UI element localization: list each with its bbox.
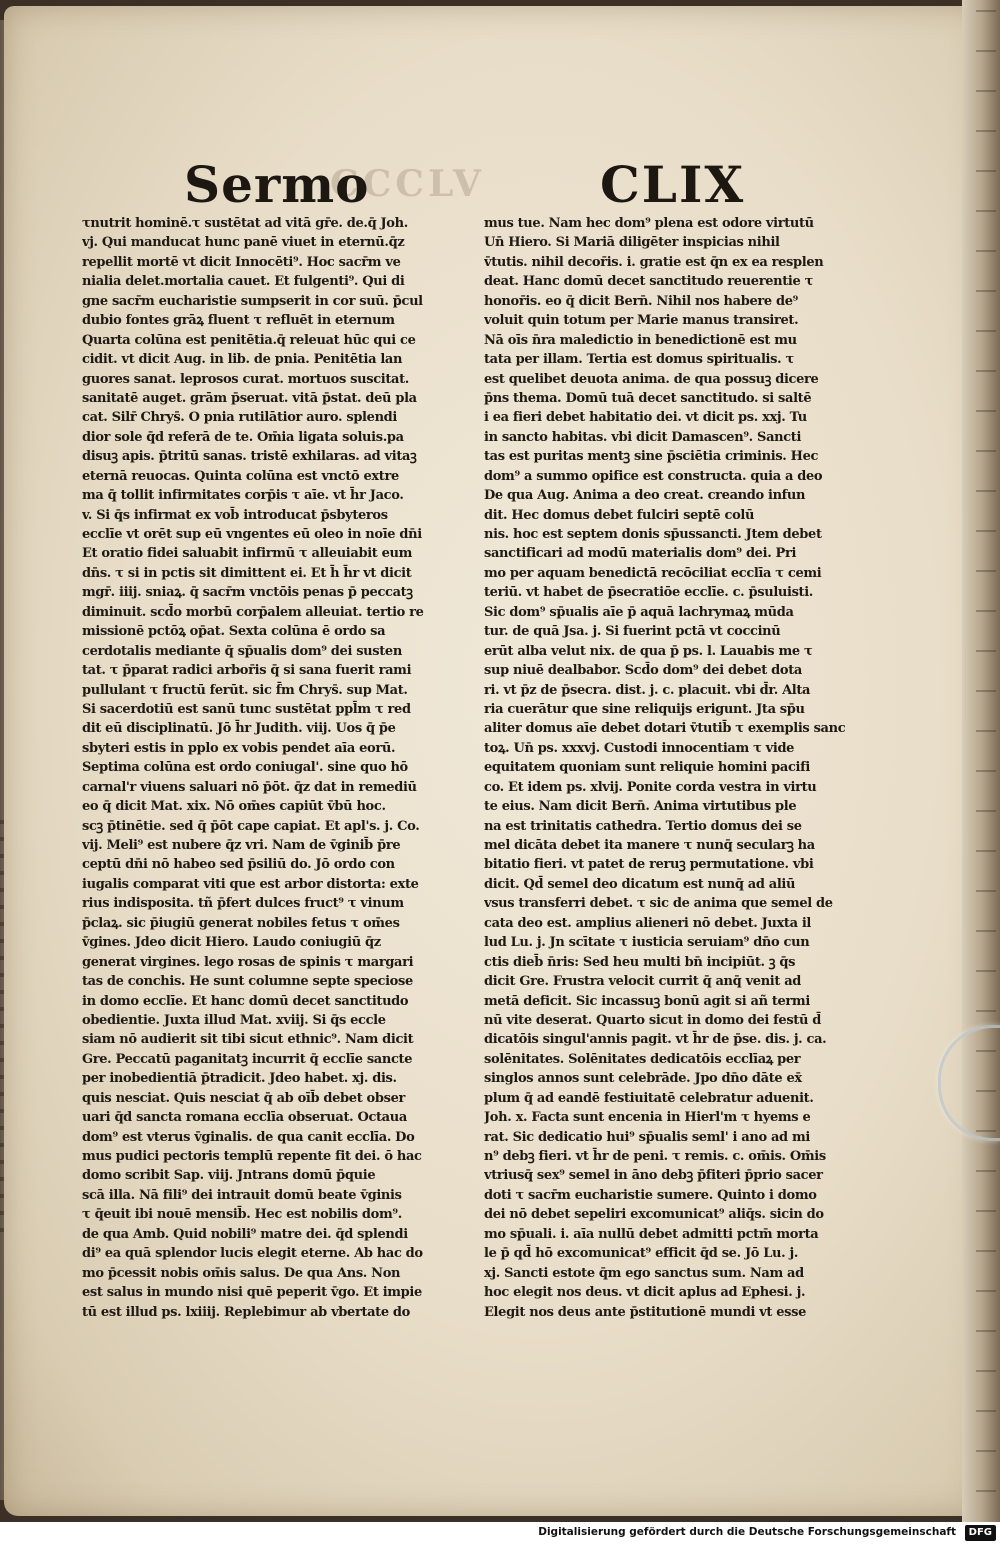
text-line: missionē pctōꝝ op̄at. Sexta colūna ē ordo sa xyxy=(82,624,386,640)
text-line: Si sacerdotiū est sanū tunc sustētat ppl̄m τ red xyxy=(82,701,411,717)
page-edge-marks xyxy=(976,10,996,1510)
text-line: Et oratio fidei saluabit infirmū τ alleuiabit eum xyxy=(82,546,413,562)
text-line: di⁹ ea quā splendor lucis elegit eterne. Ab hac do xyxy=(82,1246,423,1262)
text-line: sup niuē dealbabor. Scd̄o dom⁹ dei debet dota xyxy=(484,663,802,679)
text-line: mel dicāta debet ita manere τ nunq̄ secularꝫ ha xyxy=(484,838,815,853)
text-line: guores sanat. leprosos curat. mortuos suscitat. xyxy=(82,371,409,387)
text-line: dit. Hec domus debet fulciri septē colū xyxy=(484,507,755,523)
text-line: est salus in mundo nisi quē peperit v̄go. Et impie xyxy=(82,1285,422,1301)
text-line: dior sole q̄d referā de te. Om̄ia ligata soluis.pa xyxy=(82,429,404,445)
text-line: toꝝ. Un̄ ps. xxxvj. Custodi innocentiam τ vide xyxy=(484,740,795,756)
text-line: tur. de quā Jsa. j. Si fuerint pctā vt coccinū xyxy=(484,624,781,640)
text-line: repellit mortē vt dicit Innocēti⁹. Hoc sacr̄m ve xyxy=(82,254,401,270)
text-line: disuꝫ apis. p̄tritū sanas. tristē exhilaras. ad vitaꝫ xyxy=(82,449,417,465)
text-line: rat. Sic dedicatio hui⁹ sp̄ualis seml' i ano ad mi xyxy=(484,1129,810,1145)
text-line: plum q̄ ad eandē festiuitatē celebratur aduenit. xyxy=(484,1090,814,1106)
text-line: erūt alba velut nix. de qua p̄ ps. l. Lauabis me τ xyxy=(484,643,813,659)
text-line: ceptū dn̄i nō habeo sed p̄siliū do. Jō ordo con xyxy=(82,857,395,873)
text-line: tas de conchis. He sunt columne septe speciose xyxy=(82,974,413,990)
text-line: sbyteri estis in pplo ex vobis pendet aīa eorū. xyxy=(82,740,396,756)
dfg-logo: DFG xyxy=(965,1525,996,1541)
text-line: est quelibet deuota anima. de qua possuꝫ dicere xyxy=(484,371,819,387)
text-line: p̄ns thema. Domū tuā decet sanctitudo. si saltē xyxy=(484,390,812,406)
text-line: na est trinitatis cathedra. Tertio domus dei se xyxy=(484,818,802,834)
text-line: quis nesciat. Quis nesciat q̄ ab oīb̄ debet obser xyxy=(82,1090,405,1106)
running-title: Sermo xyxy=(184,155,370,214)
footer-bar xyxy=(0,1522,1000,1546)
text-line: sanctificari ad modū materialis dom⁹ dei. Pri xyxy=(484,546,797,562)
text-line: dom⁹ est vterus v̄ginalis. de qua canit ecclīa. Do xyxy=(82,1129,415,1145)
text-line: sanitatē auget. grām p̄seruat. vitā p̄stat. deū pla xyxy=(82,390,417,406)
text-line: co. Et idem ps. xlvij. Ponite corda vestra in virtu xyxy=(484,779,817,795)
bleed-through-text: CCCLV xyxy=(330,163,485,203)
text-line: cidit. vt dicit Aug. in lib. de pnia. Penitētia lan xyxy=(82,352,403,368)
page-edge-right xyxy=(962,0,1000,1522)
text-line: scꝫ p̄tinētie. sed q̄ p̄ōt cape capiat. Et apl's. j. Co. xyxy=(82,818,420,834)
text-line: cat. Silr̄ Chrys̄. O pnia rutilātior auro. splendi xyxy=(82,410,397,426)
text-line: De qua Aug. Anima a deo creat. creando infun xyxy=(484,488,806,504)
text-line: mo per aquam benedictā recōciliat ecclīa τ cemi xyxy=(484,565,822,581)
text-line: i ea fieri debet habitatio dei. vt dicit ps. xxj. Tu xyxy=(484,410,807,426)
text-line: ri. vt p̄z de p̄secra. dist. j. c. placuit. vbi d̄r. Alta xyxy=(484,682,811,698)
text-line: tata per illam. Tertia est domus spiritualis. τ xyxy=(484,352,794,368)
text-line: singlos annos sunt celebrāde. Jpo dn̄o dāte ex̄ xyxy=(484,1071,802,1087)
text-line: iugalis comparat viti que est arbor distorta: exte xyxy=(82,876,419,892)
text-line: mo p̄cessit nobis om̄is salus. De qua Ans. Non xyxy=(82,1265,401,1281)
text-line: tat. τ p̄parat radici arbor̄is q̄ si sana fuerit rami xyxy=(82,663,412,679)
text-line: lud Lu. j. Jn scītate τ iusticia seruiam⁹ dn̄o cun xyxy=(484,935,810,951)
text-line: τnutrit hominē.τ sustētat ad vitā gr̄e. de.q̄ Joh. xyxy=(82,216,408,231)
text-line: pullulant τ fructū ferūt. sic f̄m Chrys̄. sup Mat. xyxy=(82,682,408,698)
text-line: mo sp̄uali. i. aīa nullū debet admitti pctm̄ morta xyxy=(484,1226,819,1242)
text-line: mgr̄. iiij. sniaꝝ. q̄ sacr̄m vnctōis penas p̄ peccatꝫ xyxy=(82,585,413,601)
text-line: uari q̄d sancta romana ecclīa obseruat. Octaua xyxy=(82,1110,407,1126)
text-line: aliter domus aīe debet dotari v̄tutib̄ τ exemplis sanc xyxy=(484,721,846,737)
text-line: tas est puritas mentꝫ sine p̄sciētia criminis. Hec xyxy=(484,449,819,465)
text-line: Septima colūna est ordo coniugal'. sine quo hō xyxy=(82,760,408,776)
text-line: de qua Amb. Quid nobili⁹ matre dei. q̄d splendi xyxy=(82,1226,408,1242)
text-line: teriū. vt habet de p̄secratiōe ecclīe. c. p̄suluisti. xyxy=(484,585,813,601)
text-line: gne sacr̄m eucharistie sumpserit in cor suū. p̄cul xyxy=(82,293,423,309)
text-line: nialia delet.mortalia cauet. Et fulgenti⁹. Qui di xyxy=(82,274,405,290)
text-line: te eius. Nam dicit Bern̄. Anima virtutibus ple xyxy=(484,799,797,815)
text-line: Joh. x. Facta sunt encenia in Hierl'm τ hyems e xyxy=(484,1110,811,1126)
text-line: Quarta colūna est penitētia.q̄ releuat hūc qui ce xyxy=(82,332,416,348)
text-line: dubio fontes grāꝝ fluent τ refluēt in eternum xyxy=(82,313,395,329)
text-line: Un̄ Hiero. Si Mariā diligēter inspicias nihil xyxy=(484,235,780,251)
text-line: obedientie. Juxta illud Mat. xviij. Si q̄s eccle xyxy=(82,1012,386,1028)
text-line: equitatem quoniam sunt reliquie homini pacifi xyxy=(484,760,810,776)
text-line: dom⁹ a summo opifice est constructa. quia a deo xyxy=(484,468,823,484)
text-line: honor̄is. eo q̄ dicit Bern̄. Nihil nos habere de⁹ xyxy=(484,293,798,309)
text-line: dicatōis singul'annis pagit. vt h̄r de p̄se. dis. j. ca. xyxy=(484,1032,827,1048)
text-line: in domo ecclīe. Et hanc domū decet sanctitudo xyxy=(82,993,409,1009)
text-line: solēnitates. Solēnitates dedicatōis ecclīaꝝ per xyxy=(484,1051,801,1067)
text-column-left xyxy=(82,214,460,1322)
text-line: v. Si q̄s infirmat ex vob̄ introducat p̄sbyteros xyxy=(82,507,388,523)
text-line: Gre. Peccatū paganitatꝫ incurrit q̄ ecclīe sancte xyxy=(82,1051,413,1067)
text-line: rius indisposita. tñ p̄fert dulces fruct⁹ τ vinum xyxy=(82,896,404,912)
text-column-right xyxy=(484,214,862,1322)
text-line: nis. hoc est septem donis sp̄ussancti. Jtem debet xyxy=(484,527,822,542)
text-line: eo q̄ dicit Mat. xix. Nō om̄es capiūt v̄bū hoc. xyxy=(82,799,386,815)
text-line: v̄tutis. nihil decor̄is. i. gratie est q̄n ex ea resplen xyxy=(484,254,824,270)
text-line: dicit Gre. Frustra velocit currit q̄ anq̄ venit ad xyxy=(484,974,802,990)
text-line: τ q̄euit ibi nouē mensib̄. Hec est nobilis dom⁹. xyxy=(82,1207,402,1223)
text-line: dei nō debet sepeliri excomunicat⁹ aliq̄s. sicin do xyxy=(484,1207,824,1223)
text-line: dn̄s. τ si in pctis sit dimittent ei. Et h̄ h̄r vt dicit xyxy=(82,565,412,581)
text-line: mus pudici pectoris templū repente fit dei. ō hac xyxy=(82,1149,422,1164)
text-line: ria cuerātur que sine reliquijs erigunt. Jta sp̄u xyxy=(484,701,805,717)
text-line: nū vite deserat. Quarto sicut in domo dei festū d̄ xyxy=(484,1012,821,1028)
text-line: ecclīe vt orēt sup eū vngentes eū oleo in noīe dn̄i xyxy=(82,527,422,542)
text-line: voluit quin totum per Marie manus transiret. xyxy=(484,313,799,329)
text-line: deat. Hanc domū decet sanctitudo reuerentie τ xyxy=(484,274,813,290)
text-line: dicit. Qd̄ semel deo dicatum est nunq̄ ad aliū xyxy=(484,876,796,892)
text-line: bitatio fieri. vt patet de reruꝫ permutatione. vbi xyxy=(484,857,814,873)
text-line: siam nō audierit sit tibi sicut ethnic⁹. Nam dicit xyxy=(82,1032,414,1048)
text-line: domo scribit Sap. viij. Jntrans domū p̄quie xyxy=(82,1168,376,1184)
text-line: le p̄ qd̄ hō excomunicat⁹ efficit q̄d se. Jō Lu. j. xyxy=(484,1246,799,1262)
text-line: doti τ sacr̄m eucharistie sumere. Quinto i domo xyxy=(484,1187,817,1203)
text-line: generat virgines. lego rosas de spinis τ margari xyxy=(82,954,414,970)
text-line: n⁹ debꝫ fieri. vt h̄r de peni. τ remis. c. om̄is. Om̄is xyxy=(484,1149,826,1164)
text-line: hoc elegit nos deus. vt dicit aplus ad Ephesi. j. xyxy=(484,1285,806,1301)
text-line: metā deficit. Sic incassuꝫ bonū agit si añ termi xyxy=(484,993,810,1009)
page-header xyxy=(0,155,1000,215)
text-line: eternā reuocas. Quinta colūna est vnctō extre xyxy=(82,468,399,484)
text-line: Nā oīs n̄ra maledictio in benedictionē est mu xyxy=(484,332,797,348)
text-line: per inobedientiā p̄tradicit. Jdeo habet. xj. dis. xyxy=(82,1071,397,1087)
funding-credit: Digitalisierung gefördert durch die Deutsche Forschungsgemeinschaft xyxy=(538,1526,956,1538)
text-line: vj. Qui manducat hunc panē viuet in eternū.q̄z xyxy=(82,235,405,251)
text-line: ctis dieb̄ n̄ris: Sed heu multi bn̄ incipiūt. ꝫ q̄s xyxy=(484,954,796,970)
text-line: tū est illud ps. lxiiij. Replebimur ab vbertate do xyxy=(82,1304,410,1320)
text-line: in sancto habitas. vbi dicit Damascen⁹. Sancti xyxy=(484,429,802,445)
text-line: ma q̄ tollit infirmitates corp̄is τ aīe. vt h̄r Jaco. xyxy=(82,488,404,504)
text-line: Sic dom⁹ sp̄ualis aīe p̄ aquā lachrymaꝝ mūda xyxy=(484,604,794,620)
text-line: Elegit nos deus ante p̄stitutionē mundi vt esse xyxy=(484,1304,807,1320)
text-line: vsus transferri debet. τ sic de anima que semel de xyxy=(484,896,833,912)
text-line: dit eū disciplinatū. Jō h̄r Judith. viij. Uos q̄ p̄e xyxy=(82,721,396,737)
text-line: p̄claꝝ. sic p̄iugiū generat nobiles fetus τ om̄es xyxy=(82,915,400,931)
text-line: xj. Sancti estote q̄m ego sanctus sum. Nam ad xyxy=(484,1265,804,1281)
text-line: cerdotalis mediante q̄ sp̄ualis dom⁹ dei susten xyxy=(82,643,402,659)
text-line: scā illa. Nā fili⁹ dei intrauit domū beate v̄ginis xyxy=(82,1187,402,1203)
text-line: vij. Meli⁹ est nubere q̄z vri. Nam de v̄ginib̄ p̄re xyxy=(82,838,401,853)
text-line: vtriusq̄ sex⁹ semel in āno debꝫ p̄fiteri p̄prio sacer xyxy=(484,1168,823,1184)
folio-number: CLIX xyxy=(600,155,746,214)
text-line: carnal'r viuens saluari nō p̄ōt. q̄z dat in remediū xyxy=(82,779,417,795)
text-line: cata deo est. amplius alieneri nō debet. Juxta il xyxy=(484,915,812,931)
text-line: diminuit. scd̄o morbū corp̄alem alleuiat. tertio re xyxy=(82,604,424,620)
text-line: mus tue. Nam hec dom⁹ plena est odore virtutū xyxy=(484,216,814,231)
text-line: v̄gines. Jdeo dicit Hiero. Laudo coniugiū q̄z xyxy=(82,935,381,951)
